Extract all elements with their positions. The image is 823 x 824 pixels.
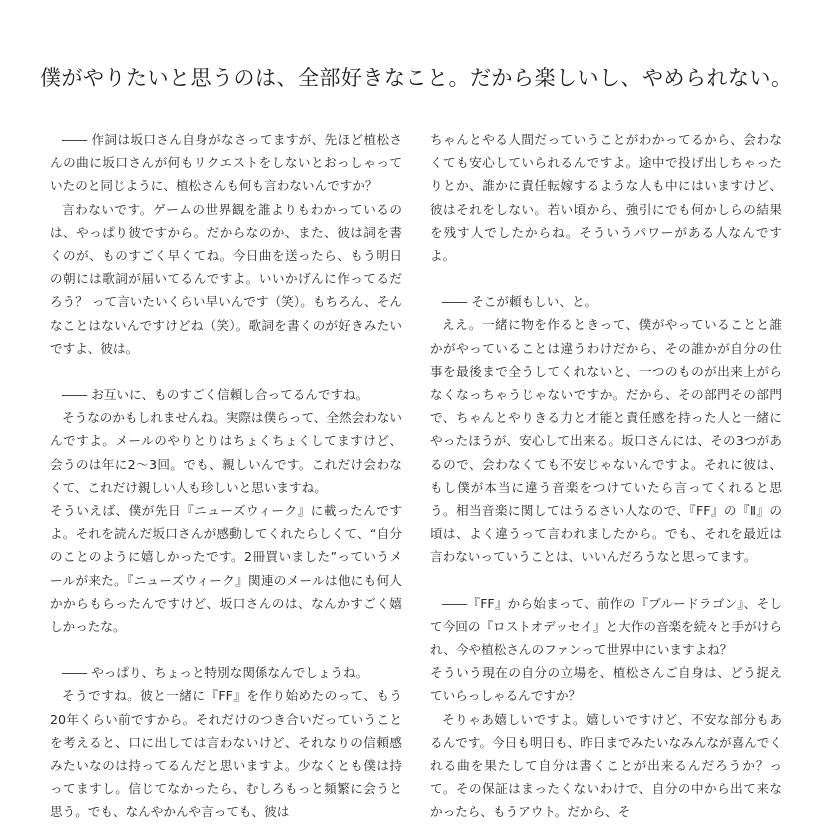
interview-question: ―― お互いに、ものすごく信頼し合ってるんですね。 [62, 387, 369, 403]
interview-question: ――『FF』から始まって、前作の『ブルードラゴン』、そして今回の『ロストオデッセイ』と大作の音楽を続々と手がけられ、今や植松さんのファンって世界中にいますよね？ そういう現在の自分の立場を、植松さんご自身は、どう捉えていらっしゃるんですか？ [430, 595, 782, 704]
right-column [430, 128, 782, 824]
left-column [50, 128, 402, 824]
paragraph-spacer [50, 638, 402, 661]
interview-question: ―― そこが頼もしい、と。 [442, 294, 598, 310]
interview-question: ―― 作詞は坂口さん自身がなさってますが、先ほど植松さんの曲に坂口さんが何もリクエストをしないとおっしゃっていたのと同じように、植松さんも何も言わないんですか？ [50, 132, 402, 194]
interview-answer: ええ。一緒に物を作るときって、僕がやっていることと誰かがやっていることは違うわけだから、その誰かが自分の仕事を最後まで全うしてくれないと、一つのものが出来上がらなくなっちゃうじゃないですか。だから、その部門その部門で、ちゃんとやりきる力と才能と責任感を持った人と一緒にやったほうが、安心して出来る。坂口さんには、その3つがあるので、会わなくても不安じゃないんですよ。それに彼は、もし僕が本当に違う音楽をつけていたら言ってくれると思う。相当音楽に関してはうるさい人なので、『FF』の『Ⅱ』の頃は、よく違うって言われましたから。でも、それを最近は言わないっていうことは、いいんだろうなと思ってます。 [430, 317, 782, 565]
interview-question: ―― やっぱり、ちょっと特別な関係なんでしょうね。 [62, 665, 369, 681]
interview-answer: 言わないです。ゲームの世界観を誰よりもわかっているのは、やっぱり彼ですから。だからなのか、また、彼は詞を書くのが、ものすごく早くてね。今日曲を送ったら、もう明日の朝には歌詞が届いてるんですよ。いいかげんに作ってるだろう？ って言いたいくらい早いんです（笑）。もちろん、そんなことはないんですけどね（笑）。歌詞を書くのが好きみたいですよ、彼は。 [50, 201, 402, 356]
paragraph-spacer [430, 569, 782, 592]
interview-answer: そりゃあ嬉しいですよ。嬉しいですけど、不安な部分もあるんです。今日も明日も、昨日までみたいなみんなが喜んでくれる曲を果たして自分は書くことが出来るんだろうか？って。その保証はまったくないわけで、自分の中から出て来なかったら、もうアウト。だから、そ [430, 711, 783, 820]
page-headline: 僕がやりたいと思うのは、全部好きなこと。だから楽しいし、やめられない。 [40, 66, 793, 90]
paragraph-spacer [50, 360, 402, 383]
interview-answer: そうなのかもしれませんね。実際は僕らって、全然会わないんですよ。メールのやりとりはちょくちょくしてますけど、会うのは年に2～3回。でも、親しいんです。これだけ会わなくて、これだけ親しい人も珍しいと思いますね。 [50, 410, 402, 495]
interview-answer: そうですね。彼と一緒に『FF』を作り始めたのって、もう20年くらい前ですから。それだけのつき合いだっていうことを考えると、口に出しては言わないけど、それなりの信頼感みたいなのは持ってるんだと思いますよ。少なくとも僕は持ってますし。信じてなかったら、むしろもっと頻繁に会うと思う。でも、なんやかんや言っても、彼は [50, 688, 402, 820]
interview-answer-continued: そういえば、僕が先日『ニューズウィーク』に載ったんですよ。それを読んだ坂口さんが感動してくれたらしくて、“自分のことのように嬉しかったです。2冊買いました”っていうメールが来た。『ニューズウィーク』関連のメールは他にも何人かからもらったんですけど、坂口さんのは、なんかすごく嬉しかったな。 [50, 503, 402, 635]
interview-answer-continued: ちゃんとやる人間だっていうことがわかってるから、会わなくても安心していられるんですよ。途中で投げ出しちゃったりとか、誰かに責任転嫁するような人も中にはいますけど、彼はそれをしない。若い頃から、強引にでも何かしらの結果を残す人でしたからね。そういうパワーがある人なんですよ。 [430, 132, 782, 264]
paragraph-spacer [430, 267, 782, 290]
